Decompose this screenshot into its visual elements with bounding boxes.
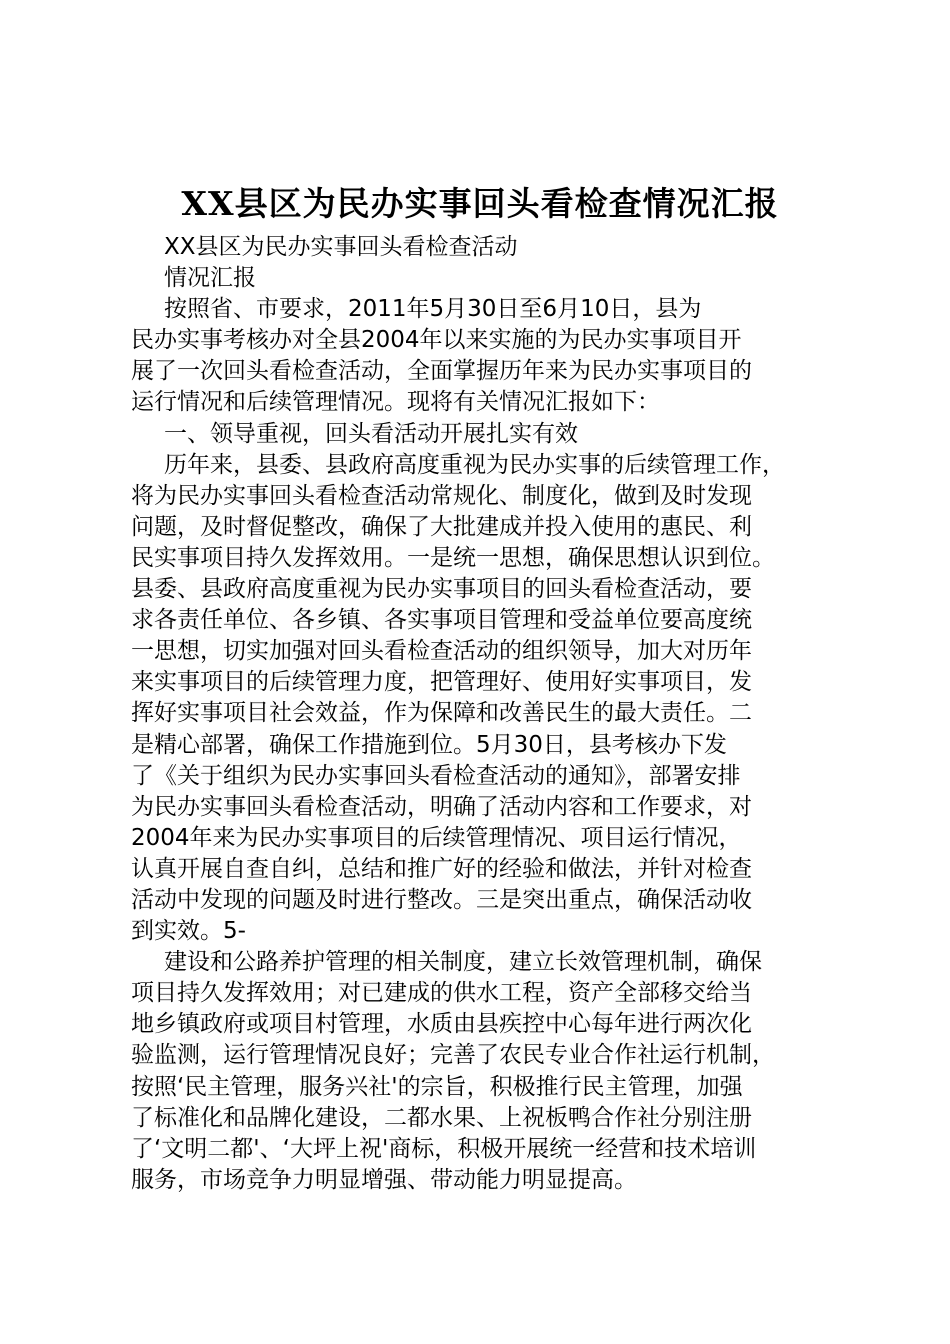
text-line: 情况汇报 <box>164 265 256 292</box>
text-line: 到实效。5- <box>131 918 246 945</box>
document-body <box>131 232 846 1196</box>
text-line: 历年来，县委、县政府高度重视为民办实事的后续管理工作， <box>164 451 785 478</box>
text-line: 按照省、市要求，2011年5月30日至6月10日，县为 <box>164 296 702 323</box>
text-line: XX县区为民办实事回头看检查活动 <box>164 234 518 260</box>
text-line: 服务，市场竞争力明显增强、带动能力明显提高。 <box>131 1166 637 1193</box>
text-line: 一、领导重视，回头看活动开展扎实有效 <box>164 420 578 447</box>
text-line: 民办实事考核办对全县2004年以来实施的为民办实事项目开 <box>131 327 742 354</box>
text-line: 挥好实事项目社会效益，作为保障和改善民生的最大责任。二 <box>131 700 752 727</box>
text-line: 将为民办实事回头看检查活动常规化、制度化，做到及时发现 <box>131 482 752 509</box>
text-line: 运行情况和后续管理情况。现将有关情况汇报如下： <box>131 389 660 416</box>
text-line: 一思想，切实加强对回头看检查活动的组织领导，加大对历年 <box>131 638 752 665</box>
text-line: 展了一次回头看检查活动，全面掌握历年来为民办实事项目的 <box>131 358 752 385</box>
text-line: 问题，及时督促整改，确保了大批建成并投入使用的惠民、利 <box>131 513 752 540</box>
text-line: 地乡镇政府或项目村管理，水质由县疾控中心每年进行两次化 <box>131 1011 752 1038</box>
text-line: 了《关于组织为民办实事回头看检查活动的通知》，部署安排 <box>131 762 741 789</box>
text-line: 民实事项目持久发挥效用。一是统一思想，确保思想认识到位。 <box>131 544 775 571</box>
text-line: 认真开展自查自纠，总结和推广好的经验和做法，并针对检查 <box>131 855 752 882</box>
text-line: 来实事项目的后续管理力度，把管理好、使用好实事项目，发 <box>131 669 752 696</box>
text-line: 求各责任单位、各乡镇、各实事项目管理和受益单位要高度统 <box>131 607 752 634</box>
text-line: 项目持久发挥效用；对已建成的供水工程，资产全部移交给当 <box>131 980 752 1007</box>
text-line: 2004年来为民办实事项目的后续管理情况、项目运行情况， <box>131 824 742 851</box>
text-line: 为民办实事回头看检查活动，明确了活动内容和工作要求，对 <box>131 793 752 820</box>
document-title: XX县区为民办实事回头看检查情况汇报 <box>181 184 779 223</box>
text-line: 县委、县政府高度重视为民办实事项目的回头看检查活动，要 <box>131 576 752 603</box>
text-line: 验监测，运行管理情况良好；完善了农民专业合作社运行机制， <box>131 1042 775 1069</box>
text-line: 活动中发现的问题及时进行整改。三是突出重点，确保活动收 <box>131 886 752 913</box>
text-line: 是精心部署，确保工作措施到位。5月30日，县考核办下发 <box>131 731 727 758</box>
text-line: 按照‘民主管理，服务兴社'的宗旨，积极推行民主管理，加强 <box>131 1073 743 1100</box>
text-line: 了‘文明二都'、‘大坪上祝'商标，积极开展统一经营和技术培训 <box>131 1135 757 1162</box>
text-line: 建设和公路养护管理的相关制度，建立长效管理机制，确保 <box>164 949 762 976</box>
text-line: 了标准化和品牌化建设，二都水果、上祝板鸭合作社分别注册 <box>131 1104 752 1131</box>
